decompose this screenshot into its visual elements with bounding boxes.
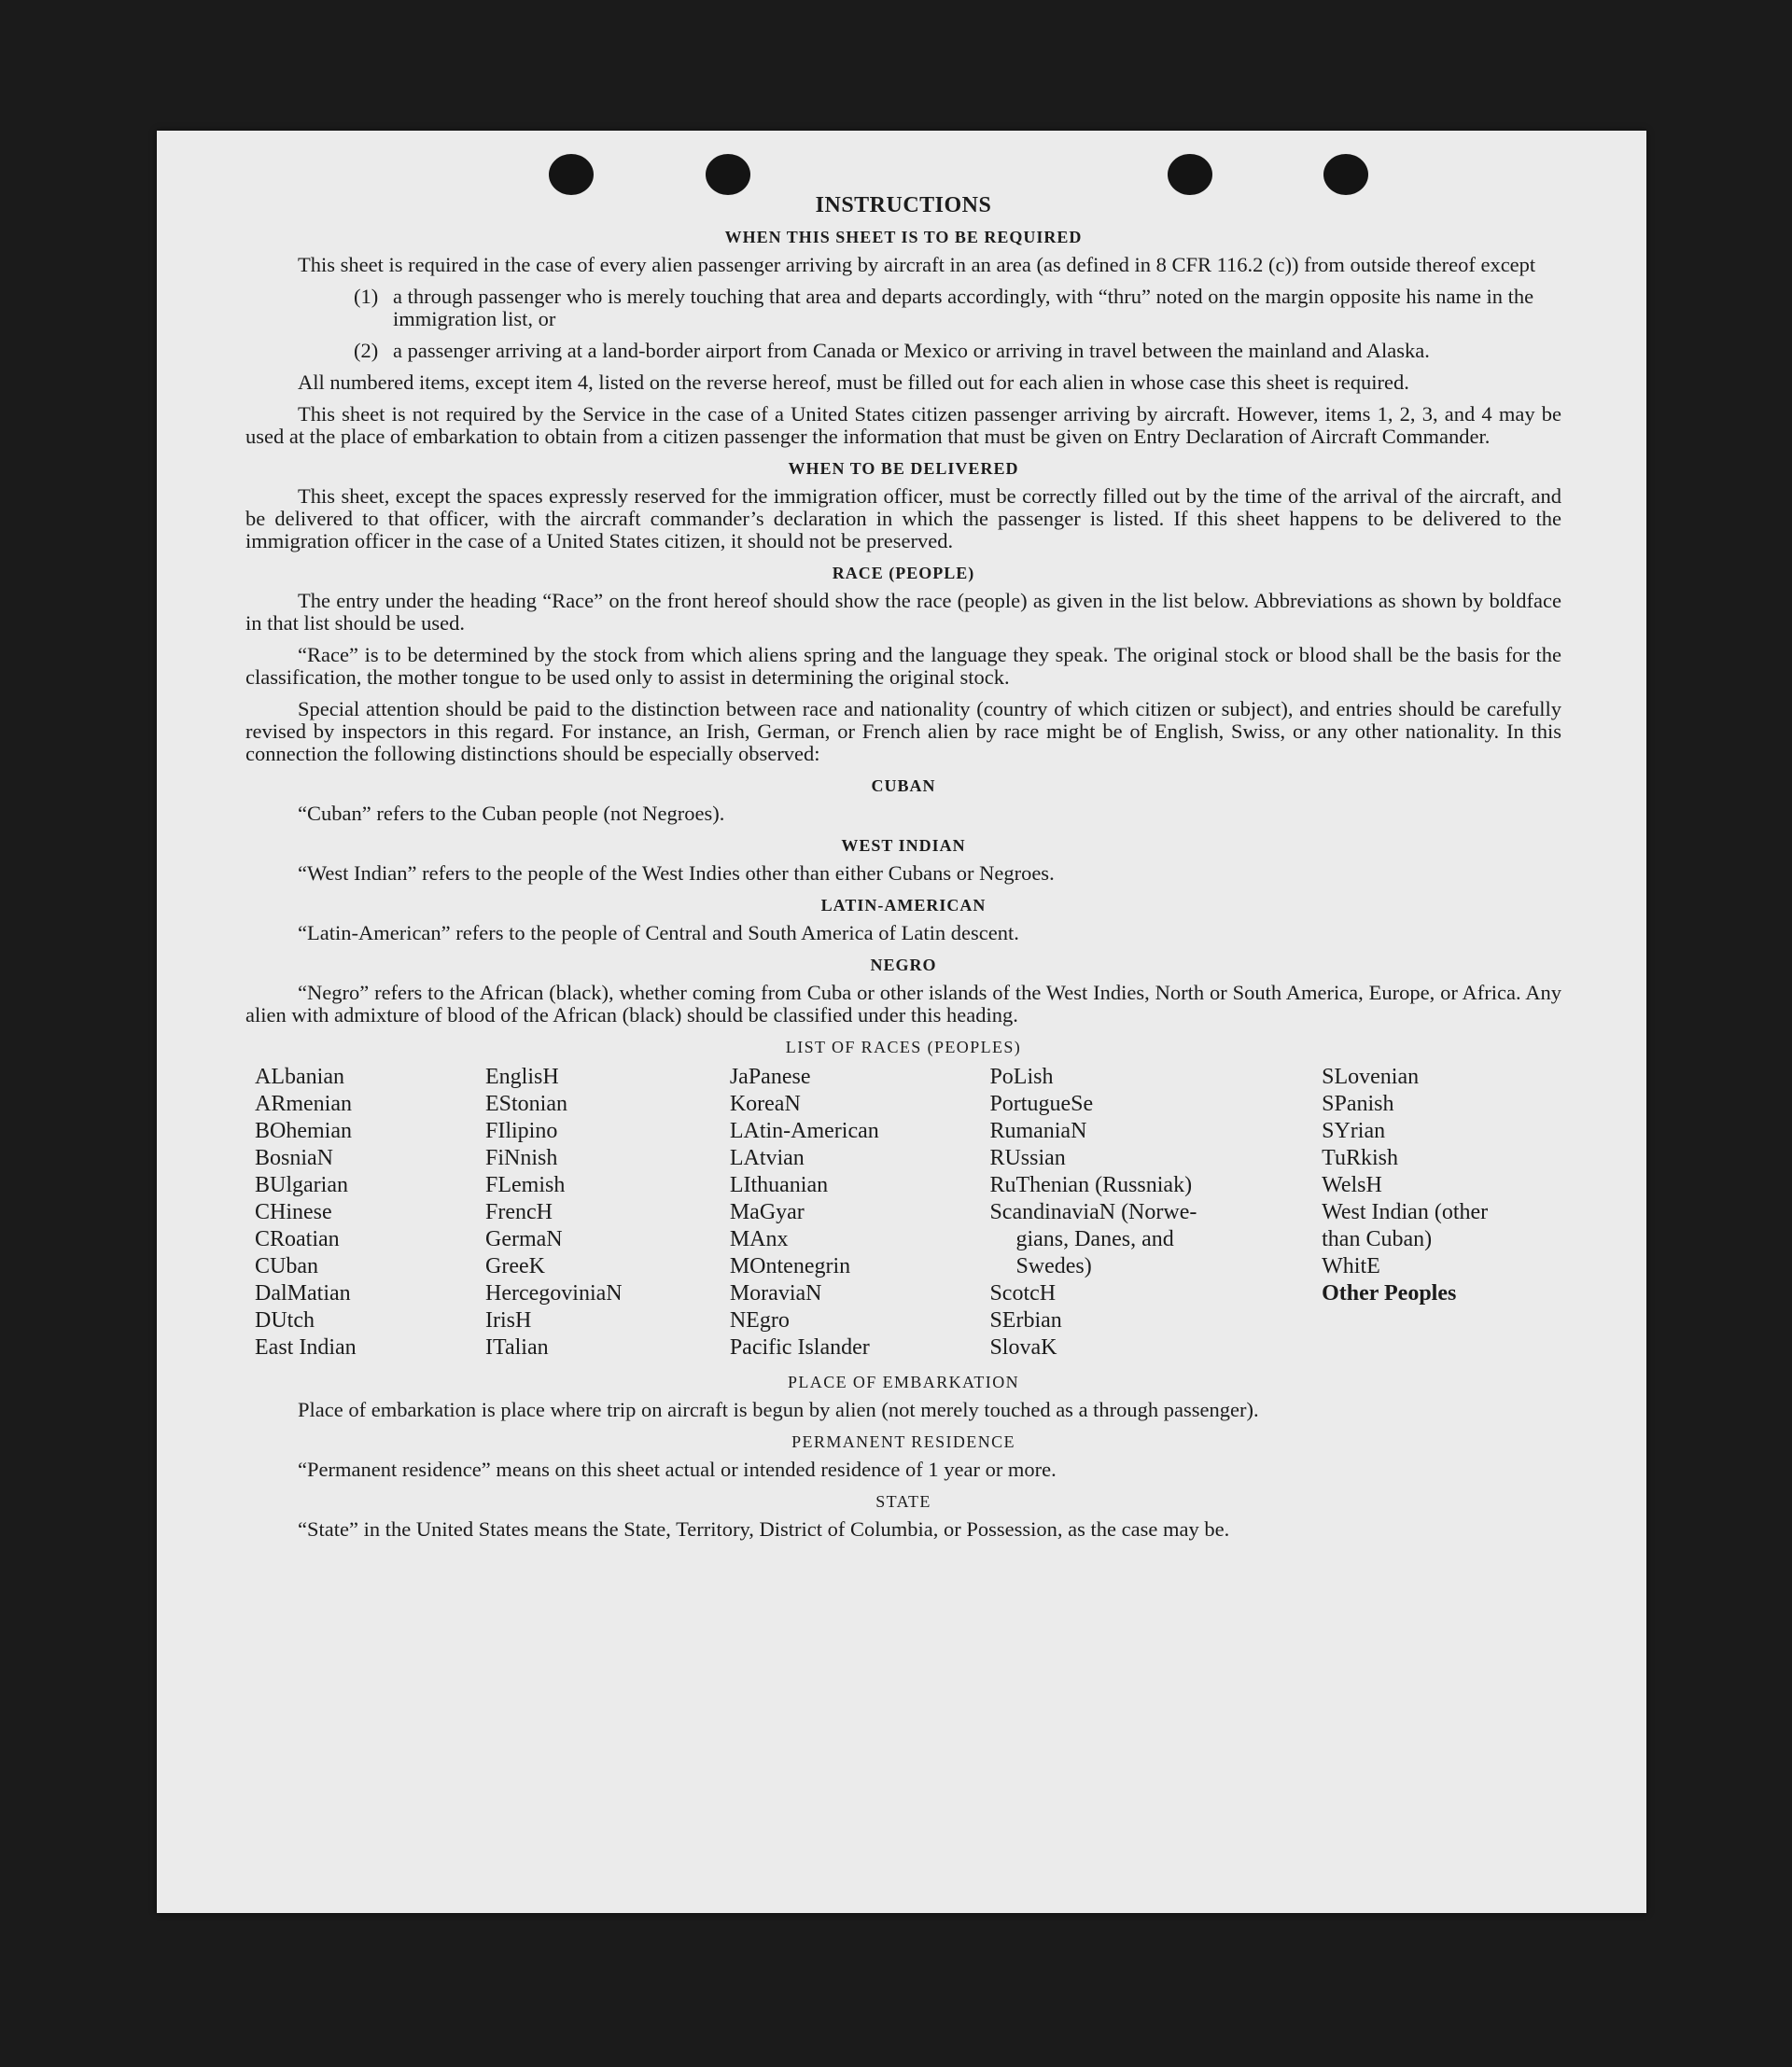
race-entry: KoreaN [729,1092,801,1116]
races-column-5 [1322,1064,1561,1362]
list-item [354,340,1561,362]
required-para-2: All numbered items, except item 4, listed on the reverse hereof, must be filled out for each alien in whose case this sheet is required. [298,370,1409,394]
race-entry: GermaN [485,1227,563,1251]
section-heading-residence: PERMANENT RESIDENCE [791,1432,1015,1451]
race-entry: LAtvian [729,1146,805,1170]
item-number: (1) [354,285,379,308]
race-entry: FIlipino [485,1119,558,1143]
item-text: a through passenger who is merely touching that area and departs accordingly, with “thru” noted on the margin opposite his name in the immigration list, or [393,285,1534,330]
race-entry: JaPanese [729,1065,811,1089]
race-entry: CHinese [255,1200,332,1224]
race-entry: MoraviaN [729,1281,822,1306]
section-heading-latin-american: LATIN-AMERICAN [820,896,987,915]
race-entry: IrisH [485,1308,532,1333]
section-heading-state: STATE [875,1492,931,1511]
document-page [157,131,1646,1913]
west-indian-text: “West Indian” refers to the people of the West Indies other than either Cubans or Negroes. [298,861,1055,885]
race-para-3: Special attention should be paid to the distinction between race and nationality (country of which citizen or subject), and entries should be carefully revised by inspectors in this regard. For instance, an Irish, German, or French alien by race might be of English, Swiss, or any other nationality. In this connection the following distinctions should be especially observed: [245,697,1561,765]
race-entry: gians, Danes, and [1015,1227,1174,1251]
section-heading-race: RACE (PEOPLE) [832,564,975,582]
races-column-4 [989,1064,1322,1362]
race-entry: ScotcH [989,1281,1057,1306]
race-entry: RumaniaN [989,1119,1087,1143]
race-entry: SLovenian [1322,1065,1420,1089]
race-entry: PoLish [989,1065,1054,1089]
item-text: a passenger arriving at a land-border airport from Canada or Mexico or arriving in travel between the mainland and Alaska. [393,339,1430,362]
section-heading-delivered: WHEN TO BE DELIVERED [788,459,1019,478]
race-entry: West Indian (other [1322,1200,1489,1224]
race-entry: ARmenian [255,1092,352,1116]
race-entry: ITalian [485,1335,549,1360]
race-entry: TuRkish [1322,1146,1398,1170]
race-entry: CRoatian [255,1227,340,1251]
race-entry: DUtch [255,1308,315,1333]
punch-hole [1168,154,1212,195]
race-entry: ScandinaviaN (Norwe- [989,1200,1197,1224]
race-entry: PortugueSe [989,1092,1094,1116]
races-column-1 [255,1064,485,1362]
race-entry: MAnx [729,1227,789,1251]
race-para-2: “Race” is to be determined by the stock from which aliens spring and the language they speak. The original stock or blood shall be the basis for the classification, the mother tongue to be used only to assist in determining the original stock. [245,643,1561,689]
race-entry: NEgro [729,1308,790,1333]
race-entry: Pacific Islander [729,1335,870,1360]
race-entry: FrencH [485,1200,553,1224]
race-entry: FLemish [485,1173,566,1197]
race-entry: East Indian [255,1335,357,1360]
embarkation-text: Place of embarkation is place where trip on aircraft is begun by alien (not merely touched as a through passenger). [298,1398,1259,1421]
race-entry: GreeK [485,1254,545,1278]
races-column-3 [730,1064,990,1362]
race-entry: than Cuban) [1322,1227,1433,1251]
state-text: “State” in the United States means the State, Territory, District of Columbia, or Possession, as the case may be. [298,1517,1230,1541]
section-heading-embarkation: PLACE OF EMBARKATION [787,1373,1020,1391]
race-entry: HercegoviniaN [485,1281,623,1306]
required-intro: This sheet is required in the case of every alien passenger arriving by aircraft in an area (as defined in 8 CFR 116.2 (c)) from outside thereof except [298,253,1536,276]
punch-hole [706,154,750,195]
section-heading-list-of-races: LIST OF RACES (PEOPLES) [785,1038,1022,1056]
page-title: INSTRUCTIONS [815,193,992,217]
item-number: (2) [354,339,379,362]
race-entry: BOhemian [255,1119,352,1143]
negro-text: “Negro” refers to the African (black), whether coming from Cuba or other islands of the West Indies, North or South America, Europe, or Africa. Any alien with admixture of blood of the African (black) should be classified under this heading. [245,981,1561,1027]
section-heading-cuban: CUBAN [871,776,936,795]
list-item [354,286,1561,330]
race-entry: EStonian [485,1092,567,1116]
race-para-1: The entry under the heading “Race” on the front hereof should show the race (people) as given in the list below. Abbreviations as shown by boldface in that list should be used. [245,589,1561,635]
document-body [245,194,1561,1550]
section-heading-negro: NEGRO [870,956,937,974]
latin-american-text: “Latin-American” refers to the people of Central and South America of Latin descent. [298,921,1019,944]
punch-hole [549,154,594,195]
race-entry: SErbian [989,1308,1062,1333]
delivered-text: This sheet, except the spaces expressly reserved for the immigration officer, must be correctly filled out by the time of the arrival of the aircraft, and be delivered to that officer, with the aircraft commander’s declaration in which the passenger is listed. If this sheet happens to be delivered to the immigration officer in the case of a United States citizen, it should not be preserved. [245,484,1561,552]
race-entry: EnglisH [485,1065,559,1089]
race-entry: SYrian [1322,1119,1386,1143]
race-entry: WhitE [1322,1254,1380,1278]
races-table [255,1064,1561,1362]
race-entry: FiNnish [485,1146,558,1170]
race-entry: CUban [255,1254,318,1278]
race-entry: ALbanian [255,1065,344,1089]
section-heading-west-indian: WEST INDIAN [841,836,966,855]
race-entry: Other Peoples [1322,1281,1457,1306]
cuban-text: “Cuban” refers to the Cuban people (not Negroes). [298,802,725,825]
race-entry: RUssian [989,1146,1066,1170]
race-entry: LIthuanian [729,1173,829,1197]
race-entry: BUlgarian [255,1173,348,1197]
race-entry: WelsH [1322,1173,1382,1197]
required-para-3: This sheet is not required by the Service in the case of a United States citizen passenger arriving by aircraft. However, items 1, 2, 3, and 4 may be used at the place of embarkation to obtain from a citizen passenger the information that must be given on Entry Declaration of Aircraft Commander. [245,402,1561,448]
section-heading-required: WHEN THIS SHEET IS TO BE REQUIRED [724,228,1083,246]
punch-hole [1323,154,1368,195]
residence-text: “Permanent residence” means on this sheet actual or intended residence of 1 year or more. [298,1458,1057,1481]
race-entry: SPanish [1322,1092,1394,1116]
race-entry: BosniaN [255,1146,333,1170]
race-entry: MaGyar [729,1200,805,1224]
races-column-2 [485,1064,730,1362]
race-entry: MOntenegrin [729,1254,851,1278]
race-entry: SlovaK [989,1335,1057,1360]
race-entry: RuThenian (Russniak) [989,1173,1193,1197]
race-entry: DalMatian [255,1281,351,1306]
race-entry: Swedes) [1015,1254,1092,1278]
race-entry: LAtin-American [729,1119,879,1143]
